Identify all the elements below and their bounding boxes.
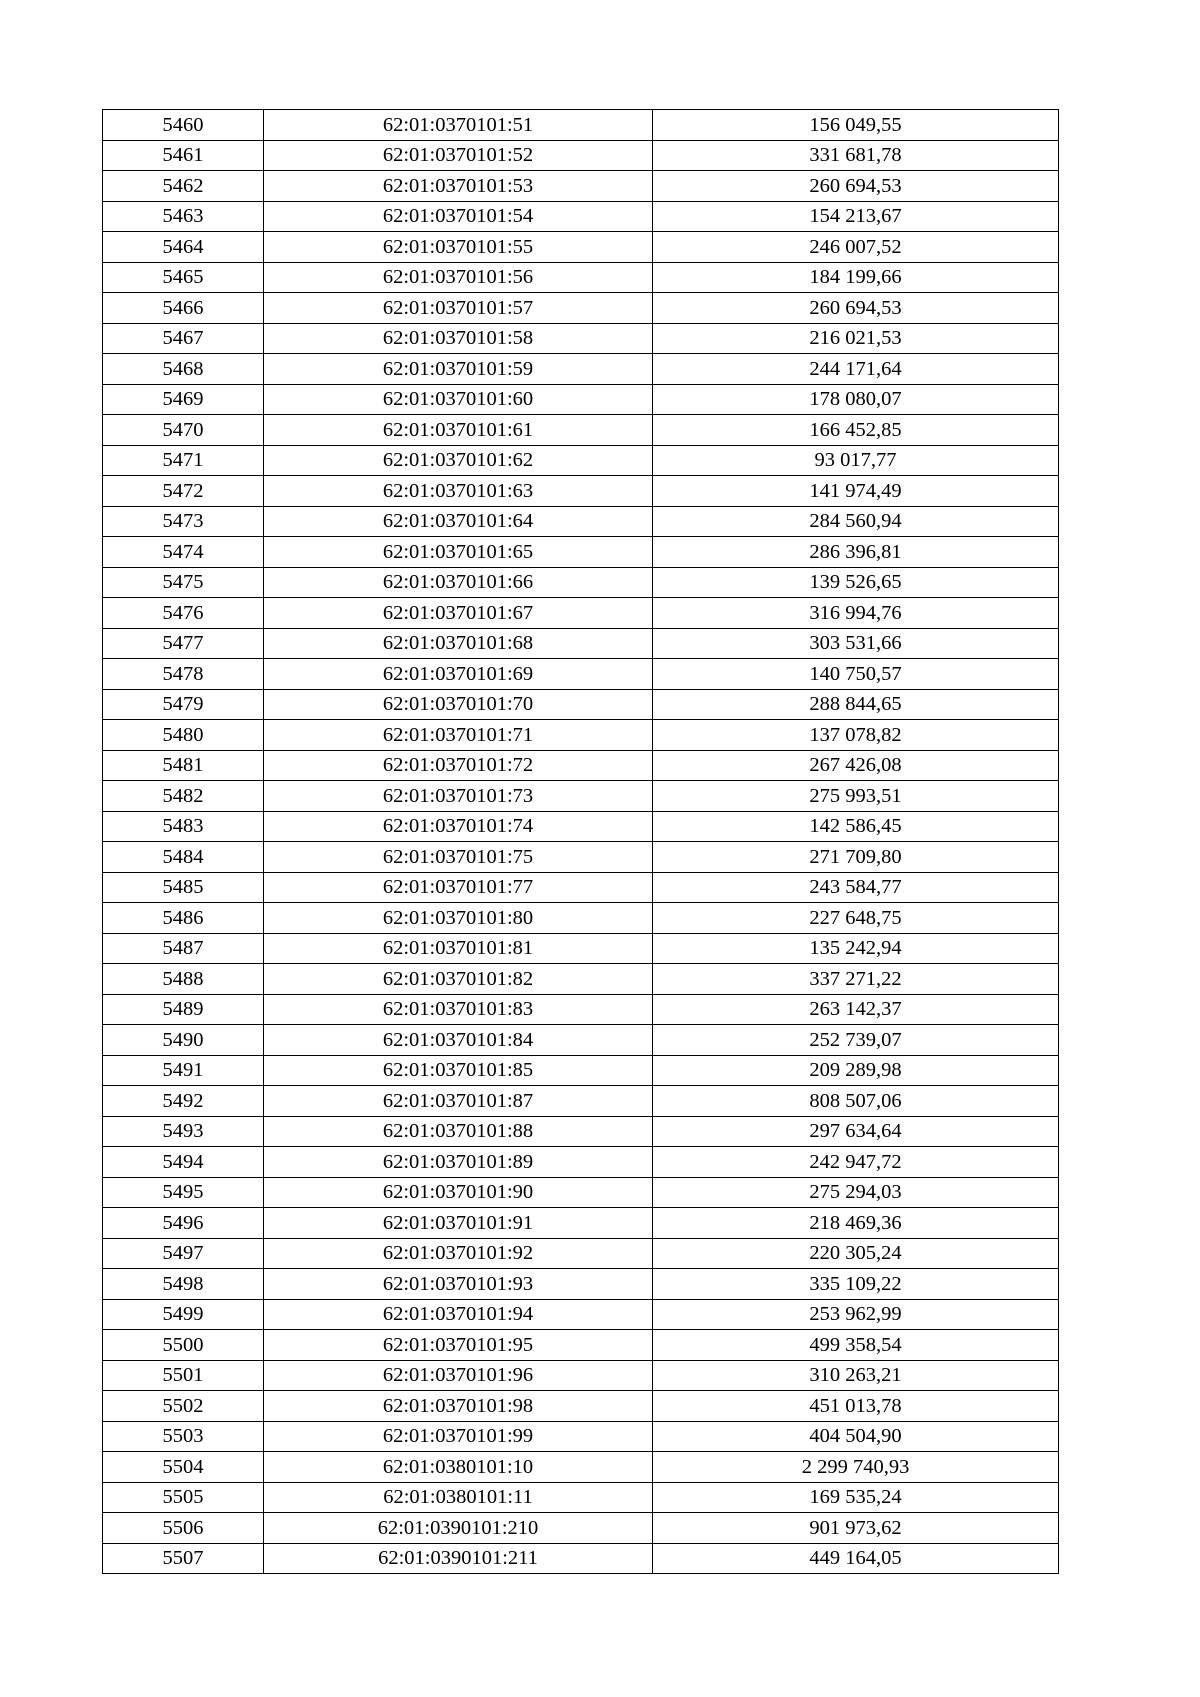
row-number-cell: 5481 xyxy=(103,750,264,781)
table-row xyxy=(103,1299,1059,1330)
row-number-cell: 5498 xyxy=(103,1269,264,1300)
table-row xyxy=(103,1055,1059,1086)
cadastral-value-cell: 139 526,65 xyxy=(653,567,1059,598)
table-row xyxy=(103,964,1059,995)
cadastral-value-cell: 93 017,77 xyxy=(653,445,1059,476)
row-number-cell: 5485 xyxy=(103,872,264,903)
cadastral-value-cell: 316 994,76 xyxy=(653,598,1059,629)
row-number-cell: 5469 xyxy=(103,384,264,415)
cadastral-value-cell: 137 078,82 xyxy=(653,720,1059,751)
table-row xyxy=(103,567,1059,598)
cadastral-value-cell: 243 584,77 xyxy=(653,872,1059,903)
row-number-cell: 5502 xyxy=(103,1391,264,1422)
cadastral-value-cell: 284 560,94 xyxy=(653,506,1059,537)
cadastral-value-cell: 297 634,64 xyxy=(653,1116,1059,1147)
row-number-cell: 5486 xyxy=(103,903,264,934)
cadastral-number-cell: 62:01:0370101:54 xyxy=(264,201,653,232)
row-number-cell: 5473 xyxy=(103,506,264,537)
cadastral-value-cell: 244 171,64 xyxy=(653,354,1059,385)
table-row xyxy=(103,293,1059,324)
table-row xyxy=(103,1513,1059,1544)
cadastral-value-cell: 169 535,24 xyxy=(653,1482,1059,1513)
table-row xyxy=(103,110,1059,141)
table-row xyxy=(103,903,1059,934)
cadastral-number-cell: 62:01:0370101:67 xyxy=(264,598,653,629)
cadastral-number-cell: 62:01:0370101:84 xyxy=(264,1025,653,1056)
table-row xyxy=(103,1452,1059,1483)
cadastral-value-cell: 142 586,45 xyxy=(653,811,1059,842)
cadastral-value-cell: 227 648,75 xyxy=(653,903,1059,934)
row-number-cell: 5479 xyxy=(103,689,264,720)
row-number-cell: 5478 xyxy=(103,659,264,690)
cadastral-number-cell: 62:01:0370101:95 xyxy=(264,1330,653,1361)
cadastral-value-cell: 271 709,80 xyxy=(653,842,1059,873)
cadastral-number-cell: 62:01:0370101:65 xyxy=(264,537,653,568)
table-row xyxy=(103,506,1059,537)
cadastral-value-cell: 901 973,62 xyxy=(653,1513,1059,1544)
table-row xyxy=(103,994,1059,1025)
cadastral-number-cell: 62:01:0370101:57 xyxy=(264,293,653,324)
cadastral-value-cell: 216 021,53 xyxy=(653,323,1059,354)
table-row xyxy=(103,1238,1059,1269)
cadastral-value-cell: 331 681,78 xyxy=(653,140,1059,171)
cadastral-value-cell: 156 049,55 xyxy=(653,110,1059,141)
cadastral-value-cell: 2 299 740,93 xyxy=(653,1452,1059,1483)
row-number-cell: 5506 xyxy=(103,1513,264,1544)
cadastral-number-cell: 62:01:0370101:85 xyxy=(264,1055,653,1086)
cadastral-value-cell: 178 080,07 xyxy=(653,384,1059,415)
row-number-cell: 5507 xyxy=(103,1543,264,1574)
cadastral-number-cell: 62:01:0370101:71 xyxy=(264,720,653,751)
cadastral-number-cell: 62:01:0370101:69 xyxy=(264,659,653,690)
cadastral-number-cell: 62:01:0370101:60 xyxy=(264,384,653,415)
table-row xyxy=(103,811,1059,842)
cadastral-value-cell: 220 305,24 xyxy=(653,1238,1059,1269)
table-row xyxy=(103,720,1059,751)
row-number-cell: 5499 xyxy=(103,1299,264,1330)
cadastral-number-cell: 62:01:0370101:61 xyxy=(264,415,653,446)
table-row xyxy=(103,781,1059,812)
row-number-cell: 5491 xyxy=(103,1055,264,1086)
cadastral-value-cell: 451 013,78 xyxy=(653,1391,1059,1422)
cadastral-number-cell: 62:01:0370101:68 xyxy=(264,628,653,659)
table-row xyxy=(103,201,1059,232)
row-number-cell: 5496 xyxy=(103,1208,264,1239)
row-number-cell: 5489 xyxy=(103,994,264,1025)
row-number-cell: 5490 xyxy=(103,1025,264,1056)
cadastral-number-cell: 62:01:0370101:77 xyxy=(264,872,653,903)
row-number-cell: 5505 xyxy=(103,1482,264,1513)
row-number-cell: 5467 xyxy=(103,323,264,354)
table-row xyxy=(103,1421,1059,1452)
cadastral-number-cell: 62:01:0370101:89 xyxy=(264,1147,653,1178)
row-number-cell: 5476 xyxy=(103,598,264,629)
cadastral-number-cell: 62:01:0370101:73 xyxy=(264,781,653,812)
row-number-cell: 5462 xyxy=(103,171,264,202)
row-number-cell: 5493 xyxy=(103,1116,264,1147)
cadastral-number-cell: 62:01:0370101:80 xyxy=(264,903,653,934)
table-row xyxy=(103,1025,1059,1056)
cadastral-value-cell: 335 109,22 xyxy=(653,1269,1059,1300)
table-row xyxy=(103,628,1059,659)
row-number-cell: 5466 xyxy=(103,293,264,324)
cadastral-number-cell: 62:01:0380101:10 xyxy=(264,1452,653,1483)
cadastral-number-cell: 62:01:0370101:99 xyxy=(264,1421,653,1452)
cadastral-value-cell: 242 947,72 xyxy=(653,1147,1059,1178)
cadastral-number-cell: 62:01:0370101:72 xyxy=(264,750,653,781)
table-row xyxy=(103,140,1059,171)
table-body xyxy=(103,110,1059,1574)
row-number-cell: 5497 xyxy=(103,1238,264,1269)
cadastral-number-cell: 62:01:0370101:96 xyxy=(264,1360,653,1391)
cadastral-number-cell: 62:01:0370101:93 xyxy=(264,1269,653,1300)
cadastral-number-cell: 62:01:0370101:56 xyxy=(264,262,653,293)
cadastral-number-cell: 62:01:0370101:83 xyxy=(264,994,653,1025)
table-row xyxy=(103,384,1059,415)
table-row xyxy=(103,659,1059,690)
row-number-cell: 5472 xyxy=(103,476,264,507)
cadastral-value-cell: 253 962,99 xyxy=(653,1299,1059,1330)
cadastral-number-cell: 62:01:0370101:92 xyxy=(264,1238,653,1269)
row-number-cell: 5460 xyxy=(103,110,264,141)
table-row xyxy=(103,537,1059,568)
cadastral-value-cell: 209 289,98 xyxy=(653,1055,1059,1086)
cadastral-number-cell: 62:01:0370101:98 xyxy=(264,1391,653,1422)
row-number-cell: 5470 xyxy=(103,415,264,446)
cadastral-value-cell: 499 358,54 xyxy=(653,1330,1059,1361)
table-row xyxy=(103,933,1059,964)
row-number-cell: 5475 xyxy=(103,567,264,598)
cadastral-number-cell: 62:01:0390101:210 xyxy=(264,1513,653,1544)
row-number-cell: 5503 xyxy=(103,1421,264,1452)
row-number-cell: 5484 xyxy=(103,842,264,873)
cadastral-value-cell: 166 452,85 xyxy=(653,415,1059,446)
row-number-cell: 5461 xyxy=(103,140,264,171)
table-row xyxy=(103,842,1059,873)
table-row xyxy=(103,354,1059,385)
cadastral-value-cell: 218 469,36 xyxy=(653,1208,1059,1239)
cadastral-number-cell: 62:01:0370101:87 xyxy=(264,1086,653,1117)
row-number-cell: 5495 xyxy=(103,1177,264,1208)
table-row xyxy=(103,1391,1059,1422)
cadastral-number-cell: 62:01:0370101:75 xyxy=(264,842,653,873)
cadastral-value-cell: 288 844,65 xyxy=(653,689,1059,720)
cadastral-number-cell: 62:01:0370101:70 xyxy=(264,689,653,720)
row-number-cell: 5471 xyxy=(103,445,264,476)
table-row xyxy=(103,1330,1059,1361)
cadastral-number-cell: 62:01:0370101:90 xyxy=(264,1177,653,1208)
row-number-cell: 5488 xyxy=(103,964,264,995)
cadastral-value-cell: 449 164,05 xyxy=(653,1543,1059,1574)
cadastral-number-cell: 62:01:0370101:66 xyxy=(264,567,653,598)
row-number-cell: 5474 xyxy=(103,537,264,568)
cadastral-value-cell: 275 993,51 xyxy=(653,781,1059,812)
cadastral-number-cell: 62:01:0380101:11 xyxy=(264,1482,653,1513)
cadastral-number-cell: 62:01:0370101:58 xyxy=(264,323,653,354)
table-row xyxy=(103,476,1059,507)
table-row xyxy=(103,1482,1059,1513)
cadastral-number-cell: 62:01:0370101:64 xyxy=(264,506,653,537)
cadastral-number-cell: 62:01:0370101:94 xyxy=(264,1299,653,1330)
cadastral-number-cell: 62:01:0370101:63 xyxy=(264,476,653,507)
row-number-cell: 5465 xyxy=(103,262,264,293)
cadastral-value-cell: 260 694,53 xyxy=(653,293,1059,324)
cadastral-number-cell: 62:01:0370101:51 xyxy=(264,110,653,141)
cadastral-number-cell: 62:01:0370101:53 xyxy=(264,171,653,202)
cadastral-value-cell: 404 504,90 xyxy=(653,1421,1059,1452)
table-row xyxy=(103,171,1059,202)
cadastral-value-cell: 140 750,57 xyxy=(653,659,1059,690)
row-number-cell: 5494 xyxy=(103,1147,264,1178)
table-row xyxy=(103,1177,1059,1208)
cadastral-value-cell: 246 007,52 xyxy=(653,232,1059,263)
table-row xyxy=(103,598,1059,629)
cadastral-value-cell: 184 199,66 xyxy=(653,262,1059,293)
table-row xyxy=(103,1116,1059,1147)
cadastral-value-cell: 303 531,66 xyxy=(653,628,1059,659)
row-number-cell: 5477 xyxy=(103,628,264,659)
table-row xyxy=(103,1360,1059,1391)
cadastral-value-cell: 260 694,53 xyxy=(653,171,1059,202)
table-row xyxy=(103,1147,1059,1178)
row-number-cell: 5500 xyxy=(103,1330,264,1361)
table-row xyxy=(103,872,1059,903)
row-number-cell: 5480 xyxy=(103,720,264,751)
cadastral-value-cell: 141 974,49 xyxy=(653,476,1059,507)
table-row xyxy=(103,1269,1059,1300)
table-row xyxy=(103,232,1059,263)
row-number-cell: 5482 xyxy=(103,781,264,812)
row-number-cell: 5464 xyxy=(103,232,264,263)
cadastral-value-cell: 267 426,08 xyxy=(653,750,1059,781)
row-number-cell: 5483 xyxy=(103,811,264,842)
row-number-cell: 5501 xyxy=(103,1360,264,1391)
row-number-cell: 5487 xyxy=(103,933,264,964)
cadastral-number-cell: 62:01:0370101:88 xyxy=(264,1116,653,1147)
cadastral-number-cell: 62:01:0370101:62 xyxy=(264,445,653,476)
table-row xyxy=(103,750,1059,781)
row-number-cell: 5492 xyxy=(103,1086,264,1117)
cadastral-value-cell: 808 507,06 xyxy=(653,1086,1059,1117)
cadastral-value-cell: 263 142,37 xyxy=(653,994,1059,1025)
table-row xyxy=(103,262,1059,293)
cadastral-number-cell: 62:01:0370101:52 xyxy=(264,140,653,171)
cadastral-number-cell: 62:01:0370101:91 xyxy=(264,1208,653,1239)
cadastral-value-cell: 252 739,07 xyxy=(653,1025,1059,1056)
cadastral-value-cell: 154 213,67 xyxy=(653,201,1059,232)
cadastral-number-cell: 62:01:0370101:74 xyxy=(264,811,653,842)
table-row xyxy=(103,1086,1059,1117)
table-row xyxy=(103,445,1059,476)
cadastral-value-cell: 135 242,94 xyxy=(653,933,1059,964)
cadastral-number-cell: 62:01:0370101:59 xyxy=(264,354,653,385)
cadastral-value-table xyxy=(102,109,1059,1574)
cadastral-value-cell: 275 294,03 xyxy=(653,1177,1059,1208)
cadastral-number-cell: 62:01:0370101:82 xyxy=(264,964,653,995)
cadastral-number-cell: 62:01:0370101:55 xyxy=(264,232,653,263)
table-row xyxy=(103,689,1059,720)
row-number-cell: 5504 xyxy=(103,1452,264,1483)
cadastral-value-cell: 337 271,22 xyxy=(653,964,1059,995)
row-number-cell: 5468 xyxy=(103,354,264,385)
cadastral-number-cell: 62:01:0390101:211 xyxy=(264,1543,653,1574)
table-row xyxy=(103,1543,1059,1574)
cadastral-number-cell: 62:01:0370101:81 xyxy=(264,933,653,964)
cadastral-value-cell: 286 396,81 xyxy=(653,537,1059,568)
table-row xyxy=(103,1208,1059,1239)
row-number-cell: 5463 xyxy=(103,201,264,232)
table-row xyxy=(103,415,1059,446)
table-row xyxy=(103,323,1059,354)
cadastral-value-cell: 310 263,21 xyxy=(653,1360,1059,1391)
